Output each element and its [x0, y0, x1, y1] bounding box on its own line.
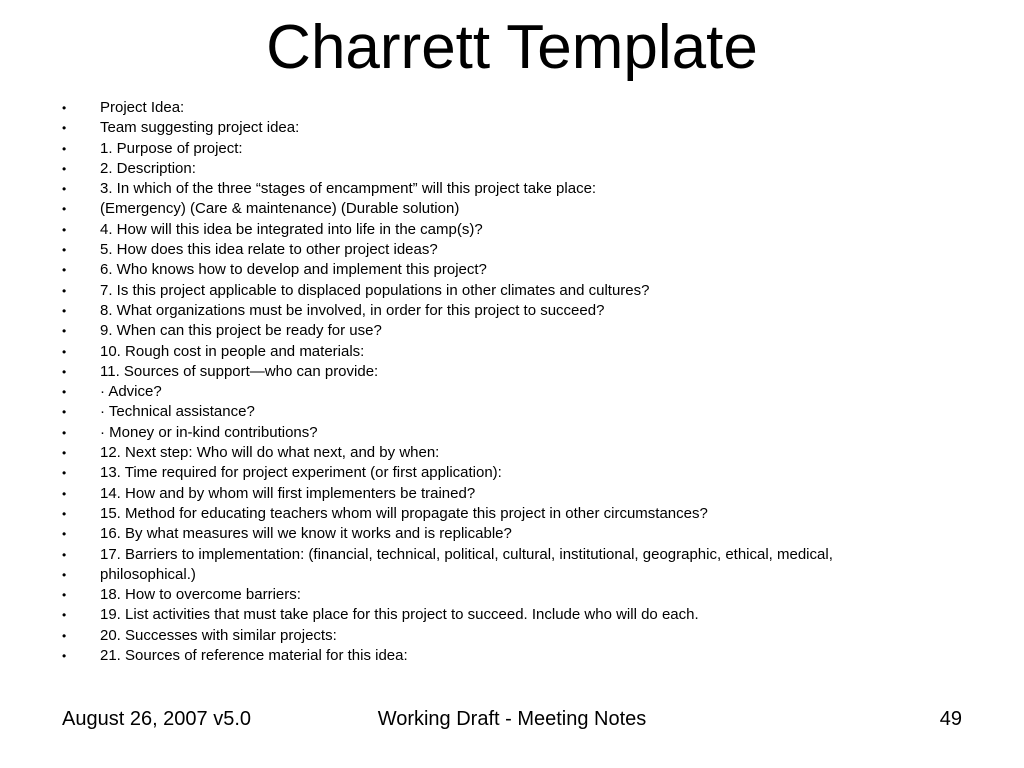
list-item [62, 443, 982, 463]
list-item-text: 13. Time required for project experiment (or first application): [100, 464, 502, 482]
bullet-icon: • [62, 588, 67, 603]
bullet-icon: • [62, 466, 67, 481]
slide-title: Charrett Template [266, 13, 758, 82]
list-item-text: (Emergency) (Care & maintenance) (Durable solution) [100, 200, 460, 218]
bullet-icon: • [62, 506, 67, 521]
bullet-icon: • [62, 628, 67, 643]
list-item-text: 9. When can this project be ready for use? [100, 322, 382, 340]
bullet-icon: • [62, 243, 67, 258]
list-item-text: 12. Next step: Who will do what next, and by when: [100, 444, 440, 462]
list-item [62, 524, 982, 544]
bullet-icon: • [62, 263, 67, 278]
list-item [62, 565, 982, 585]
list-item [62, 301, 982, 321]
list-item-text: · Technical assistance? [100, 403, 255, 421]
footer-title: Working Draft - Meeting Notes [377, 708, 647, 730]
list-item-text: · Advice? [100, 383, 162, 401]
bullet-icon: • [62, 303, 67, 318]
bullet-icon: • [62, 567, 67, 582]
list-item [62, 139, 982, 159]
list-item-text: · Money or in-kind contributions? [100, 423, 318, 441]
list-item [62, 362, 982, 382]
list-item-text: 18. How to overcome barriers: [100, 586, 301, 604]
list-item-text: 10. Rough cost in people and materials: [100, 342, 365, 360]
bullet-icon: • [62, 324, 67, 339]
list-item-text: Team suggesting project idea: [100, 119, 300, 137]
bullet-icon: • [62, 182, 67, 197]
list-item [62, 463, 982, 483]
list-item-text: 16. By what measures will we know it works and is replicable? [100, 525, 512, 543]
list-item [62, 240, 982, 260]
bullet-icon: • [62, 101, 67, 115]
list-item [62, 402, 982, 422]
list-item [62, 220, 982, 240]
list-item-text: 21. Sources of reference material for this idea: [100, 647, 408, 665]
list-item [62, 281, 982, 301]
bullet-icon: • [62, 527, 67, 542]
bullet-icon: • [62, 486, 67, 501]
bullet-icon: • [62, 141, 67, 156]
list-item-text: 17. Barriers to implementation: (financial, technical, political, cultural, institutional, geographic, ethical, medical, [100, 545, 833, 563]
list-item-text: 1. Purpose of project: [100, 139, 243, 157]
list-item [62, 545, 982, 565]
list-item-text: 6. Who knows how to develop and implement this project? [100, 261, 487, 279]
list-item [62, 159, 982, 179]
list-item [62, 484, 982, 504]
bullet-icon: • [62, 283, 67, 298]
list-item [62, 199, 982, 219]
bullet-icon: • [62, 608, 67, 623]
list-item [62, 382, 982, 402]
list-item [62, 504, 982, 524]
bullet-icon: • [62, 222, 67, 237]
list-item [62, 260, 982, 280]
list-item [62, 423, 982, 443]
list-item [62, 626, 982, 646]
list-item-text: 14. How and by whom will first implementers be trained? [100, 484, 476, 502]
bullet-list [62, 98, 982, 666]
list-item-text: 11. Sources of support—who can provide: [100, 362, 379, 380]
page-number: 49 [939, 708, 962, 730]
bullet-icon: • [62, 161, 67, 176]
bullet-icon: • [62, 446, 67, 461]
bullet-icon: • [62, 405, 67, 420]
list-item-text: 4. How will this idea be integrated into life in the camp(s)? [100, 220, 483, 238]
list-item [62, 118, 982, 138]
list-item [62, 646, 982, 666]
list-item-text: 15. Method for educating teachers whom will propagate this project in other circumstances? [100, 504, 708, 522]
list-item [62, 605, 982, 625]
list-item [62, 585, 982, 605]
list-item [62, 342, 982, 362]
list-item-text: 2. Description: [100, 159, 196, 177]
bullet-icon: • [62, 547, 67, 562]
bullet-icon: • [62, 202, 67, 217]
list-item-text: philosophical.) [100, 565, 196, 583]
bullet-icon: • [62, 344, 67, 359]
list-item-text: 7. Is this project applicable to displaced populations in other climates and cultures? [100, 281, 650, 299]
bullet-icon: • [62, 385, 67, 400]
list-item-text: 3. In which of the three “stages of encampment” will this project take place: [100, 180, 597, 198]
bullet-icon: • [62, 364, 67, 379]
footer-date: August 26, 2007 v5.0 [62, 708, 252, 730]
list-item-text: Project Idea: [100, 99, 185, 116]
bullet-icon: • [62, 649, 67, 664]
list-item [62, 321, 982, 341]
list-item-text: 20. Successes with similar projects: [100, 626, 337, 644]
list-item [62, 179, 982, 199]
bullet-icon: • [62, 425, 67, 440]
list-item-text: 8. What organizations must be involved, in order for this project to succeed? [100, 301, 605, 319]
bullet-icon: • [62, 121, 67, 136]
list-item-text: 5. How does this idea relate to other project ideas? [100, 241, 438, 259]
list-item-text: 19. List activities that must take place for this project to succeed. Include who will do each. [100, 606, 699, 624]
list-item [62, 98, 982, 118]
